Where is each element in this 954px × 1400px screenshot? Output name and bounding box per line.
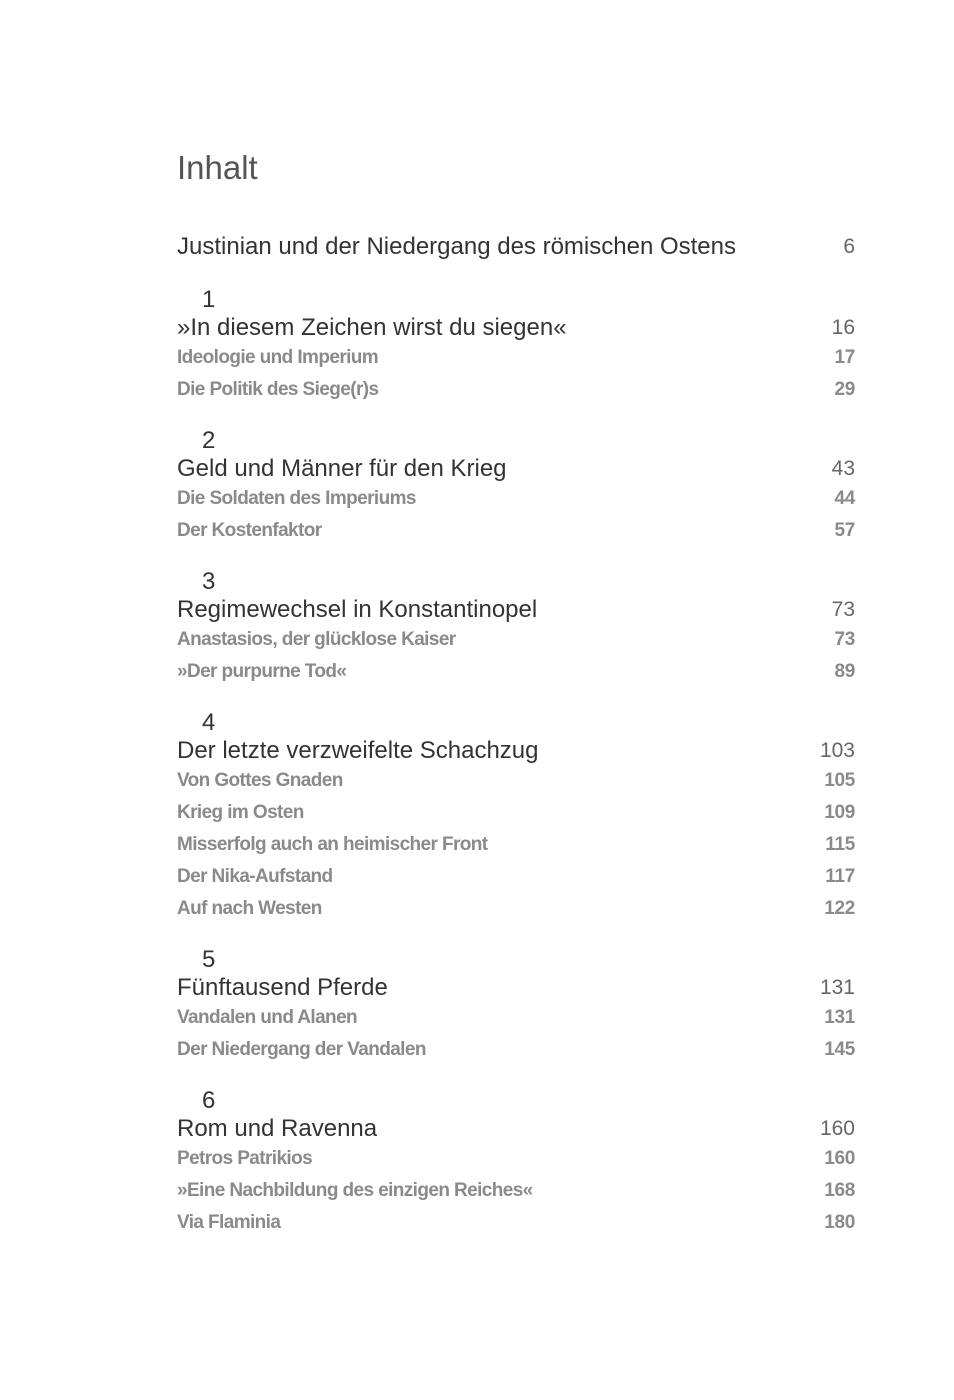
section-title: Der Kostenfaktor xyxy=(177,520,322,541)
section-title: Anastasios, der glücklose Kaiser xyxy=(177,629,456,650)
chapter-entry[interactable] xyxy=(177,455,855,483)
toc-chapter xyxy=(177,427,855,547)
chapter-title: Fünftausend Pferde xyxy=(177,974,388,1001)
chapter-number: 4 xyxy=(202,709,216,736)
toc-chapter xyxy=(177,286,855,406)
section-entry[interactable] xyxy=(177,797,855,829)
chapter-page: 131 xyxy=(819,976,855,999)
section-page: 57 xyxy=(834,520,855,541)
section-entry[interactable] xyxy=(177,765,855,797)
section-title: Via Flaminia xyxy=(177,1212,281,1233)
entry-page: 6 xyxy=(843,235,855,258)
toc-chapter xyxy=(177,1087,855,1239)
chapter-page: 160 xyxy=(819,1117,855,1140)
section-title: Misserfolg auch an heimischer Front xyxy=(177,834,488,855)
section-entry[interactable] xyxy=(177,515,855,547)
chapter-title: Geld und Männer für den Krieg xyxy=(177,455,507,482)
section-entry[interactable] xyxy=(177,342,855,374)
section-title: Ideologie und Imperium xyxy=(177,347,379,368)
section-entry[interactable] xyxy=(177,1143,855,1175)
section-entry[interactable] xyxy=(177,1034,855,1066)
chapter-entry[interactable] xyxy=(177,314,855,342)
section-page: 89 xyxy=(834,661,855,682)
chapter-entry[interactable] xyxy=(177,974,855,1002)
chapter-number: 2 xyxy=(202,427,216,454)
chapter-title: »In diesem Zeichen wirst du siegen« xyxy=(177,314,567,341)
section-title: Die Politik des Siege(r)s xyxy=(177,379,379,400)
section-entry[interactable] xyxy=(177,1207,855,1239)
section-page: 145 xyxy=(824,1039,855,1060)
section-page: 131 xyxy=(824,1007,855,1028)
chapter-title: Der letzte verzweifelte Schachzug xyxy=(177,737,539,764)
entry-label: Justinian und der Niedergang des römischen Ostens xyxy=(177,233,736,260)
chapter-title: Rom und Ravenna xyxy=(177,1115,378,1142)
section-page: 160 xyxy=(824,1148,855,1169)
section-page: 117 xyxy=(825,866,855,887)
section-page: 17 xyxy=(834,347,855,368)
section-entry[interactable] xyxy=(177,1002,855,1034)
section-title: Die Soldaten des Imperiums xyxy=(177,488,416,509)
section-title: Vandalen und Alanen xyxy=(177,1007,358,1028)
chapter-entry[interactable] xyxy=(177,596,855,624)
table-of-contents xyxy=(177,233,855,1260)
section-entry[interactable] xyxy=(177,656,855,688)
section-page: 29 xyxy=(834,379,855,400)
section-page: 180 xyxy=(824,1212,855,1233)
section-title: Auf nach Westen xyxy=(177,898,322,919)
chapter-page: 16 xyxy=(831,316,855,339)
section-title: Petros Patrikios xyxy=(177,1148,313,1169)
chapter-title: Regimewechsel in Konstantinopel xyxy=(177,596,538,623)
toc-chapter xyxy=(177,946,855,1066)
section-title: »Der purpurne Tod« xyxy=(177,661,347,682)
section-entry[interactable] xyxy=(177,829,855,861)
section-entry[interactable] xyxy=(177,483,855,515)
section-page: 122 xyxy=(824,898,855,919)
section-page: 168 xyxy=(824,1180,855,1201)
chapter-page: 103 xyxy=(819,739,855,762)
section-title: Der Niedergang der Vandalen xyxy=(177,1039,426,1060)
chapter-number: 5 xyxy=(202,946,216,973)
section-title: Krieg im Osten xyxy=(177,802,304,823)
chapter-page: 43 xyxy=(831,457,855,480)
section-entry[interactable] xyxy=(177,893,855,925)
section-page: 105 xyxy=(824,770,855,791)
section-entry[interactable] xyxy=(177,861,855,893)
section-title: Von Gottes Gnaden xyxy=(177,770,343,791)
toc-chapter xyxy=(177,568,855,688)
toc-intro-entry[interactable] xyxy=(177,233,855,261)
section-page: 115 xyxy=(825,834,855,855)
section-page: 73 xyxy=(834,629,855,650)
section-page: 109 xyxy=(824,802,855,823)
section-page: 44 xyxy=(834,488,855,509)
section-entry[interactable] xyxy=(177,374,855,406)
chapter-number: 6 xyxy=(202,1087,216,1114)
chapter-entry[interactable] xyxy=(177,737,855,765)
section-entry[interactable] xyxy=(177,1175,855,1207)
chapter-number: 3 xyxy=(202,568,216,595)
section-title: »Eine Nachbildung des einzigen Reiches« xyxy=(177,1180,533,1201)
page-title: Inhalt xyxy=(177,149,258,186)
section-entry[interactable] xyxy=(177,624,855,656)
chapter-page: 73 xyxy=(831,598,855,621)
section-title: Der Nika-Aufstand xyxy=(177,866,333,887)
chapter-number: 1 xyxy=(202,286,216,313)
toc-chapter xyxy=(177,709,855,925)
chapter-entry[interactable] xyxy=(177,1115,855,1143)
